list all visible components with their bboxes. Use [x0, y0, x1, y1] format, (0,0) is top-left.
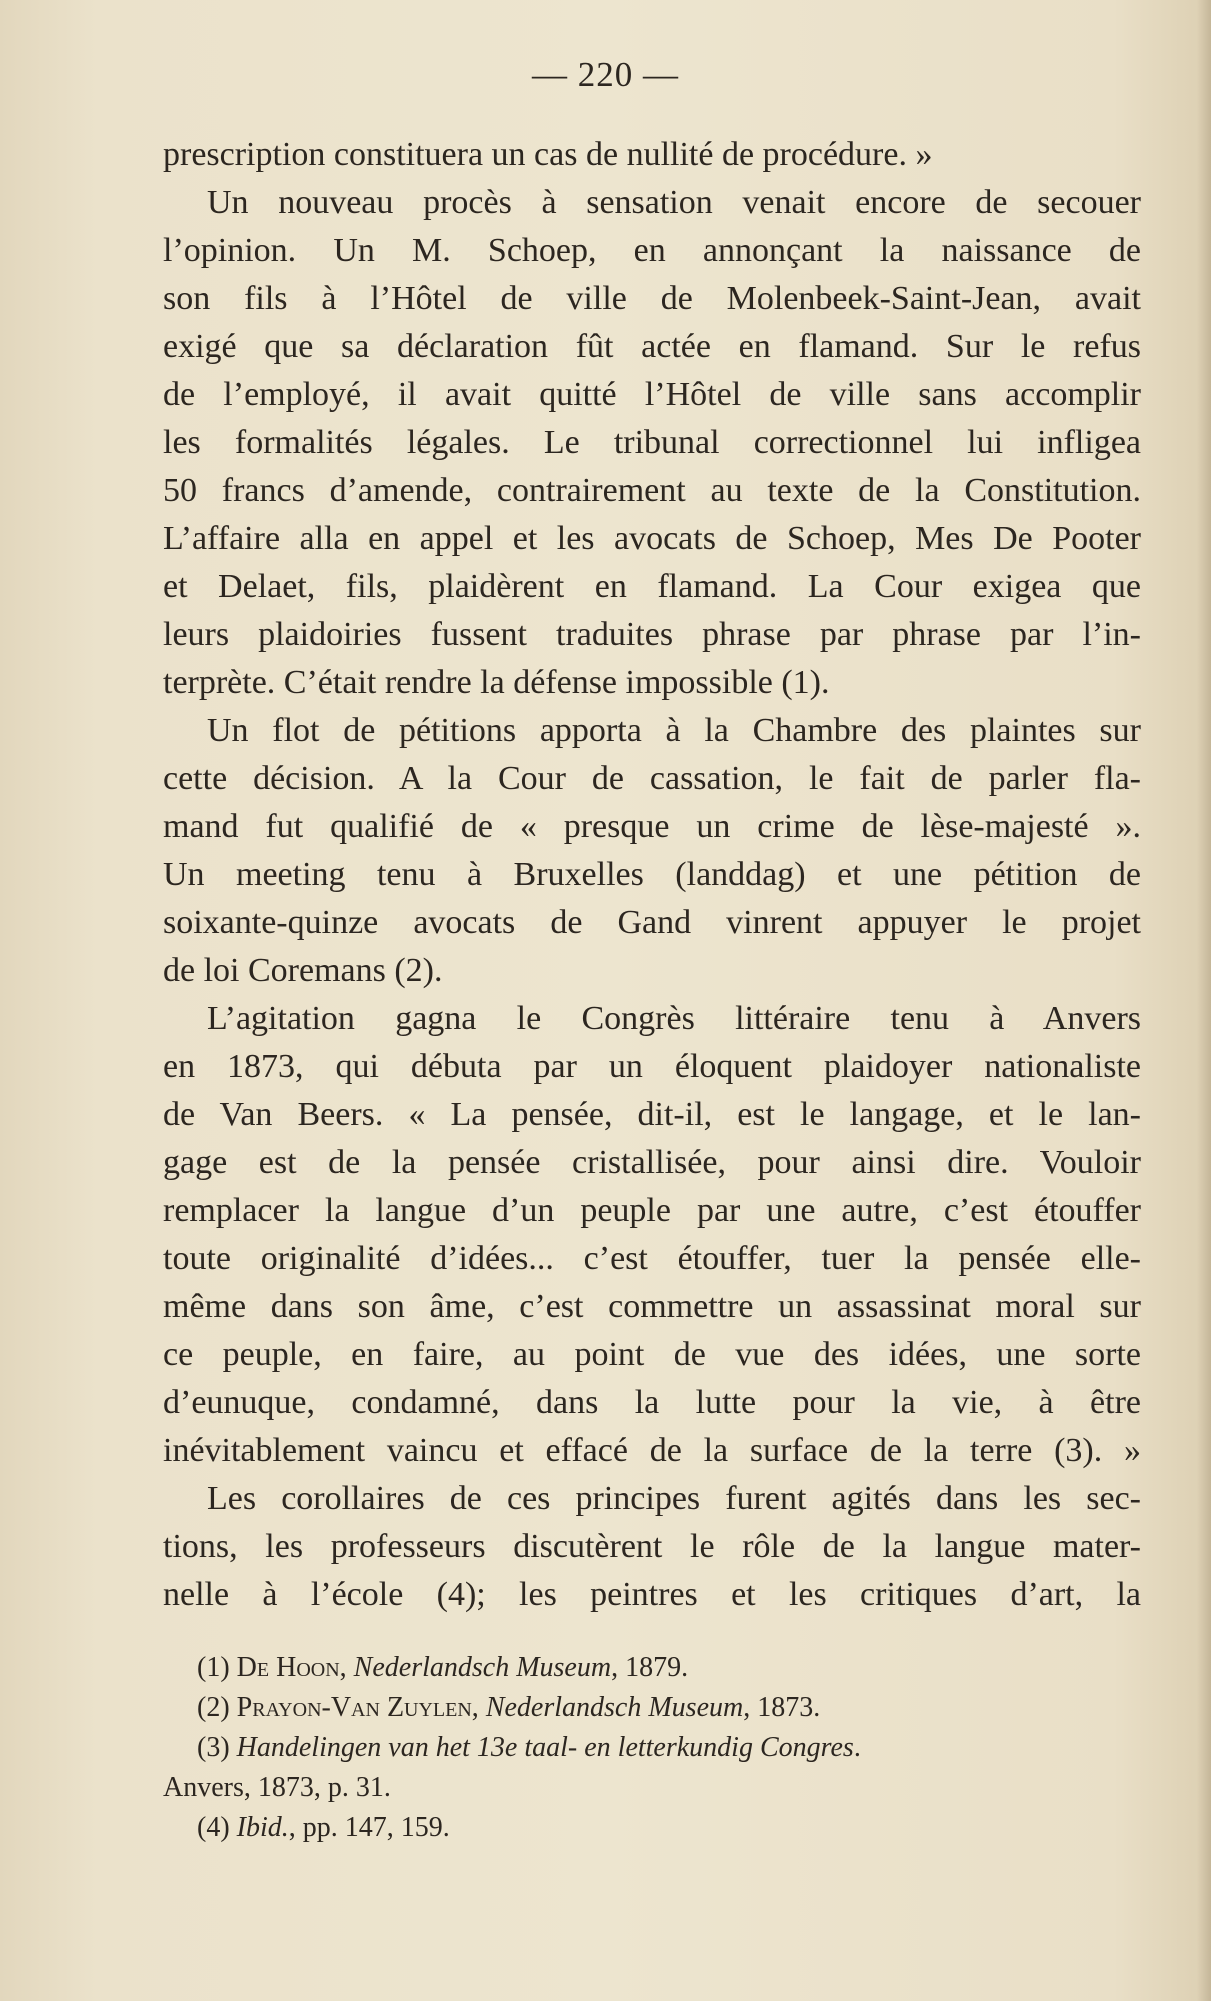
- footnote-mark: (1): [197, 1652, 237, 1683]
- text-line: 50 francs d’amende, contrairement au texte de la Constitution.: [163, 472, 1141, 509]
- footnote-rest: .: [853, 1732, 861, 1763]
- text-line: Un flot de pétitions apporta à la Chambre des plaintes sur: [207, 712, 1141, 749]
- footnote-title: Handelingen van het 13e taal- en letterkundig Congres: [236, 1732, 854, 1763]
- footnote-title: Nederlandsch Museum: [485, 1692, 744, 1723]
- text-line: Un meeting tenu à Bruxelles (landdag) et une pétition de: [163, 856, 1141, 893]
- text-line: soixante-quinze avocats de Gand vinrent appuyer le projet: [163, 904, 1141, 941]
- text-line: leurs plaidoiries fussent traduites phrase par phrase par l’in-: [163, 616, 1141, 653]
- text-line: l’opinion. Un M. Schoep, en annonçant la naissance de: [163, 232, 1141, 269]
- footnotes: [163, 1648, 1141, 1848]
- footnote: [163, 1768, 1141, 1808]
- text-line: ce peuple, en faire, au point de vue des idées, une sorte: [163, 1336, 1141, 1373]
- footnote-rest: , 1879.: [611, 1652, 689, 1683]
- footnote-author: Prayon-Van Zuylen,: [236, 1692, 486, 1723]
- footnote-mark: (4): [197, 1812, 237, 1843]
- footnote-title: Nederlandsch Museum: [353, 1652, 612, 1683]
- footnote-author: De Hoon,: [236, 1652, 354, 1683]
- footnote-rest: Anvers, 1873, p. 31.: [163, 1772, 391, 1803]
- text-line: toute originalité d’idées... c’est étouffer, tuer la pensée elle-: [163, 1240, 1141, 1277]
- text-line: Un nouveau procès à sensation venait encore de secouer: [207, 184, 1141, 221]
- text-line: mand fut qualifié de « presque un crime de lèse-majesté ».: [163, 808, 1141, 845]
- footnote: [163, 1688, 1141, 1728]
- text-line: terprète. C’était rendre la défense impossible (1).: [163, 664, 830, 701]
- text-line: de loi Coremans (2).: [163, 952, 443, 989]
- text-line: en 1873, qui débuta par un éloquent plaidoyer nationaliste: [163, 1048, 1141, 1085]
- text-line: prescription constituera un cas de nullité de procédure. »: [163, 136, 933, 173]
- text-line: L’agitation gagna le Congrès littéraire tenu à Anvers: [207, 1000, 1141, 1037]
- page-edge-shadow: [1197, 0, 1211, 2001]
- text-line: d’eunuque, condamné, dans la lutte pour la vie, à être: [163, 1384, 1141, 1421]
- text-line: cette décision. A la Cour de cassation, le fait de parler fla-: [163, 760, 1141, 797]
- text-line: nelle à l’école (4); les peintres et les critiques d’art, la: [163, 1576, 1141, 1613]
- text-line: son fils à l’Hôtel de ville de Molenbeek-Saint-Jean, avait: [163, 280, 1141, 317]
- text-line: même dans son âme, c’est commettre un assassinat moral sur: [163, 1288, 1141, 1325]
- text-line: de Van Beers. « La pensée, dit-il, est le langage, et le lan-: [163, 1096, 1141, 1133]
- footnote: [163, 1648, 1141, 1688]
- text-line: de l’employé, il avait quitté l’Hôtel de ville sans accomplir: [163, 376, 1141, 413]
- text-line: les formalités légales. Le tribunal correctionnel lui infligea: [163, 424, 1141, 461]
- text-line: exigé que sa déclaration fût actée en flamand. Sur le refus: [163, 328, 1141, 365]
- footnote-rest: , 1873.: [743, 1692, 821, 1723]
- text-line: gage est de la pensée cristallisée, pour ainsi dire. Vouloir: [163, 1144, 1141, 1181]
- text-line: tions, les professeurs discutèrent le rôle de la langue mater-: [163, 1528, 1141, 1565]
- text-line: remplacer la langue d’un peuple par une autre, c’est étouffer: [163, 1192, 1141, 1229]
- footnote-mark: (2): [197, 1692, 237, 1723]
- footnote: [163, 1728, 1141, 1768]
- footnote: [163, 1808, 1141, 1848]
- body-text: [163, 131, 1141, 1619]
- text-line: inévitablement vaincu et effacé de la surface de la terre (3). »: [163, 1432, 1141, 1469]
- footnote-mark: (3): [197, 1732, 237, 1763]
- footnote-rest: , pp. 147, 159.: [288, 1812, 450, 1843]
- text-line: et Delaet, fils, plaidèrent en flamand. La Cour exigea que: [163, 568, 1141, 605]
- text-line: Les corollaires de ces principes furent agités dans les sec-: [207, 1480, 1141, 1517]
- footnote-title: Ibid.: [236, 1812, 289, 1843]
- page-number: — 220 —: [532, 55, 679, 94]
- text-line: L’affaire alla en appel et les avocats de Schoep, Mes De Pooter: [163, 520, 1141, 557]
